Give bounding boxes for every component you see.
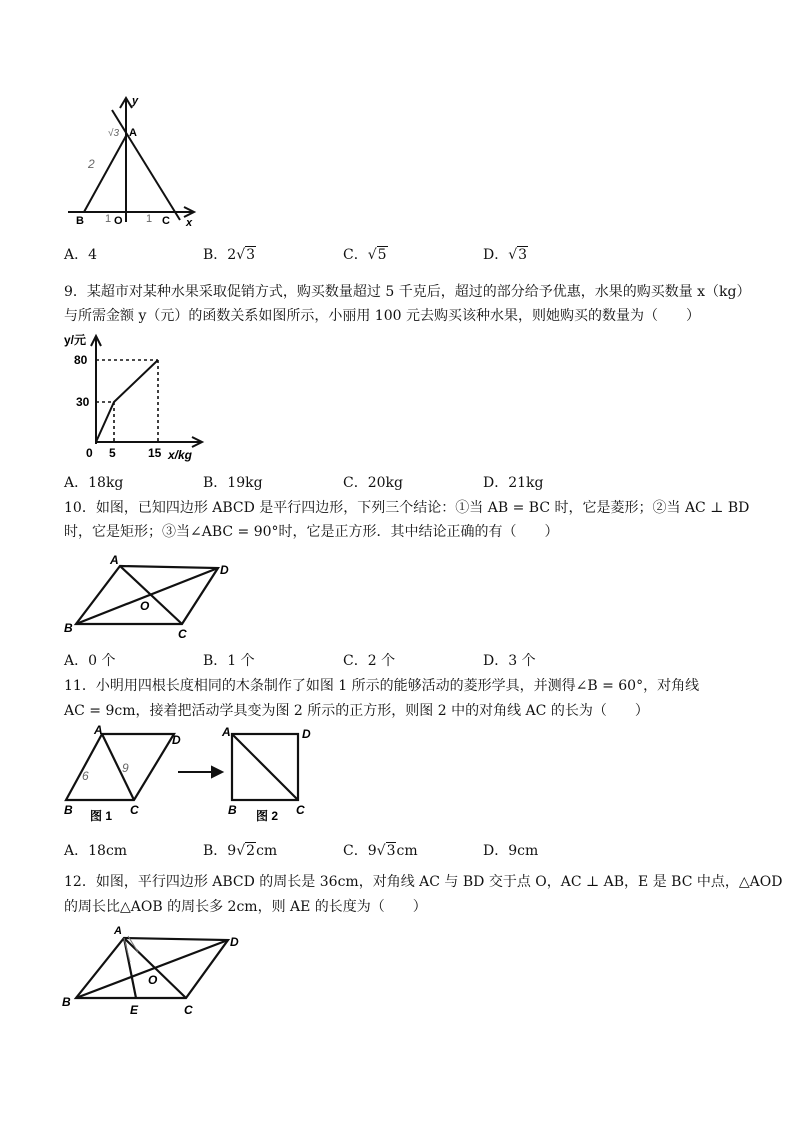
option-text: 9cm [508,843,539,859]
q10-figure [62,552,242,642]
point-b-label: B [64,621,73,635]
q9-option-c[interactable] [343,474,403,492]
option-letter: D． [483,475,509,491]
handwritten-2: 2 [88,157,95,171]
tick-30: 30 [76,395,90,409]
q9-option-b[interactable] [203,474,263,492]
option-text: 21kg [508,475,544,491]
q11-option-c[interactable] [343,842,418,860]
option-unit: cm [256,843,278,859]
sqrt-icon: √ [367,247,377,263]
point-d-label: D [220,563,229,577]
handwritten-9: 9 [122,761,129,775]
option-letter: B． [203,247,228,263]
point-o-label: O [148,973,158,987]
point-b-label: B [76,215,84,227]
q9-option-d[interactable] [483,474,544,492]
sqrt-icon: √ [236,843,246,859]
q8-option-b[interactable] [203,246,256,264]
q8-option-a[interactable] [64,246,97,264]
point-d-label: D [230,935,239,949]
sqrt-icon: √ [236,247,246,263]
point-a-label: A [110,553,119,567]
q8-option-d[interactable] [483,246,528,264]
option-coef: 9 [227,843,237,859]
option-letter: C． [343,653,368,669]
option-letter: B． [203,475,228,491]
q8-figure [62,92,202,228]
option-text: 2 个 [367,653,396,669]
tick-15: 15 [148,446,162,460]
option-text: 18kg [88,475,124,491]
option-text: 0 个 [88,653,116,669]
q12-stem-line2: 的周长比△AOB 的周长多 2cm，则 AE 的长度为（ ） [64,899,427,915]
fig2-point-b: B [228,803,237,817]
rhombus-figure1 [66,734,174,800]
option-letter: B． [203,843,228,859]
q11-option-a[interactable] [64,842,127,860]
point-c-label: C [184,1003,193,1017]
q12-figure [60,922,250,1022]
option-letter: C． [343,475,368,491]
diagonal-ac-figure2 [232,734,298,800]
option-text: 4 [88,247,98,263]
line-ac [112,110,180,220]
q11-figure [62,724,322,828]
option-radicand: 3 [386,843,396,859]
tick-80: 80 [74,353,88,367]
option-text: 19kg [227,475,263,491]
point-o-label: O [114,215,123,227]
option-radicand: 5 [377,247,387,263]
option-radicand: 3 [246,247,256,263]
q10-option-c[interactable] [343,652,395,670]
fig1-caption: 图 1 [90,809,113,823]
option-coef: 2 [227,247,237,263]
q11-option-b[interactable] [203,842,277,860]
option-text: 20kg [367,475,403,491]
q10-stem-line1: 10．如图，已知四边形 ABCD 是平行四边形，下列三个结论：①当 AB = BC 时，它是菱形；②当 AC ⊥ BD [64,500,750,516]
q9-stem-line2: 与所需金额 y（元）的函数关系如图所示，小丽用 100 元去购买该种水果，则她购买的数量为（ ） [64,308,700,324]
diagonal-ac-figure1 [102,734,134,800]
point-c-label: C [178,627,187,641]
fig1-point-b: B [64,803,73,817]
fig2-point-d: D [302,727,311,741]
q12-stem-line1: 12．如图，平行四边形 ABCD 的周长是 36cm，对角线 AC 与 BD 交于点 O，AC ⊥ AB，E 是 BC 中点，△AOD [64,874,783,890]
option-text: 1 个 [227,653,255,669]
origin-label: 0 [86,446,93,460]
point-a-label: A [129,127,137,139]
q10-option-a[interactable] [64,652,115,670]
x-axis-label: x/kg [168,448,193,462]
option-unit: cm [396,843,418,859]
point-b-label: B [62,995,71,1009]
handwritten-sqrt3: √3 [108,128,120,139]
q11-option-d[interactable] [483,842,538,860]
point-o-label: O [140,599,150,613]
segment-ba [84,136,126,212]
fig2-point-a: A [222,725,231,739]
handwritten-1-left: 1 [105,213,112,225]
y-label: y [132,95,139,107]
option-radicand: 3 [518,247,528,263]
option-letter: D． [483,843,509,859]
point-a-label: A [114,925,122,937]
fig1-point-a: A [94,724,103,737]
q8-option-c[interactable] [343,246,388,264]
option-coef: 9 [367,843,377,859]
q10-option-d[interactable] [483,652,536,670]
q11-stem-line1: 11．小明用四根长度相同的木条制作了如图 1 所示的能够活动的菱形学具，并测得∠B = 60°，对角线 [64,678,700,694]
option-letter: A． [64,475,89,491]
q10-stem-line2: 时，它是矩形；③当∠ABC = 90°时，它是正方形．其中结论正确的有（ ） [64,524,559,540]
option-letter: C． [343,247,368,263]
fig1-point-c: C [130,803,139,817]
q10-option-b[interactable] [203,652,255,670]
option-radicand: 2 [246,843,256,859]
point-e-label: E [130,1003,139,1017]
fig2-point-c: C [296,803,305,817]
handwritten-1-right: 1 [146,213,153,225]
fig2-caption: 图 2 [256,809,279,823]
function-graph [96,360,158,442]
y-axis-label: y/元 [64,333,87,347]
sqrt-icon: √ [376,843,386,859]
handwritten-6: 6 [82,769,89,783]
q11-stem-line2: AC = 9cm，接着把活动学具变为图 2 所示的正方形，则图 2 中的对角线 AC 的长为（ ） [64,703,649,719]
point-c-label: C [162,215,170,227]
tick-5: 5 [109,446,116,460]
option-letter: A． [64,247,89,263]
option-letter: A． [64,843,89,859]
option-letter: C． [343,843,368,859]
x-label: x [186,217,193,228]
option-letter: A． [64,653,89,669]
option-text: 18cm [88,843,128,859]
q9-option-a[interactable] [64,474,123,492]
option-letter: D． [483,247,509,263]
option-letter: B． [203,653,228,669]
fig1-point-d: D [172,733,181,747]
q9-figure [62,332,212,462]
option-letter: D． [483,653,509,669]
q9-stem-line1: 9．某超市对某种水果采取促销方式，购买数量超过 5 千克后，超过的部分给予优惠，水果的购买数量 x（kg） [64,284,751,300]
option-text: 3 个 [508,653,536,669]
sqrt-icon: √ [508,247,518,263]
